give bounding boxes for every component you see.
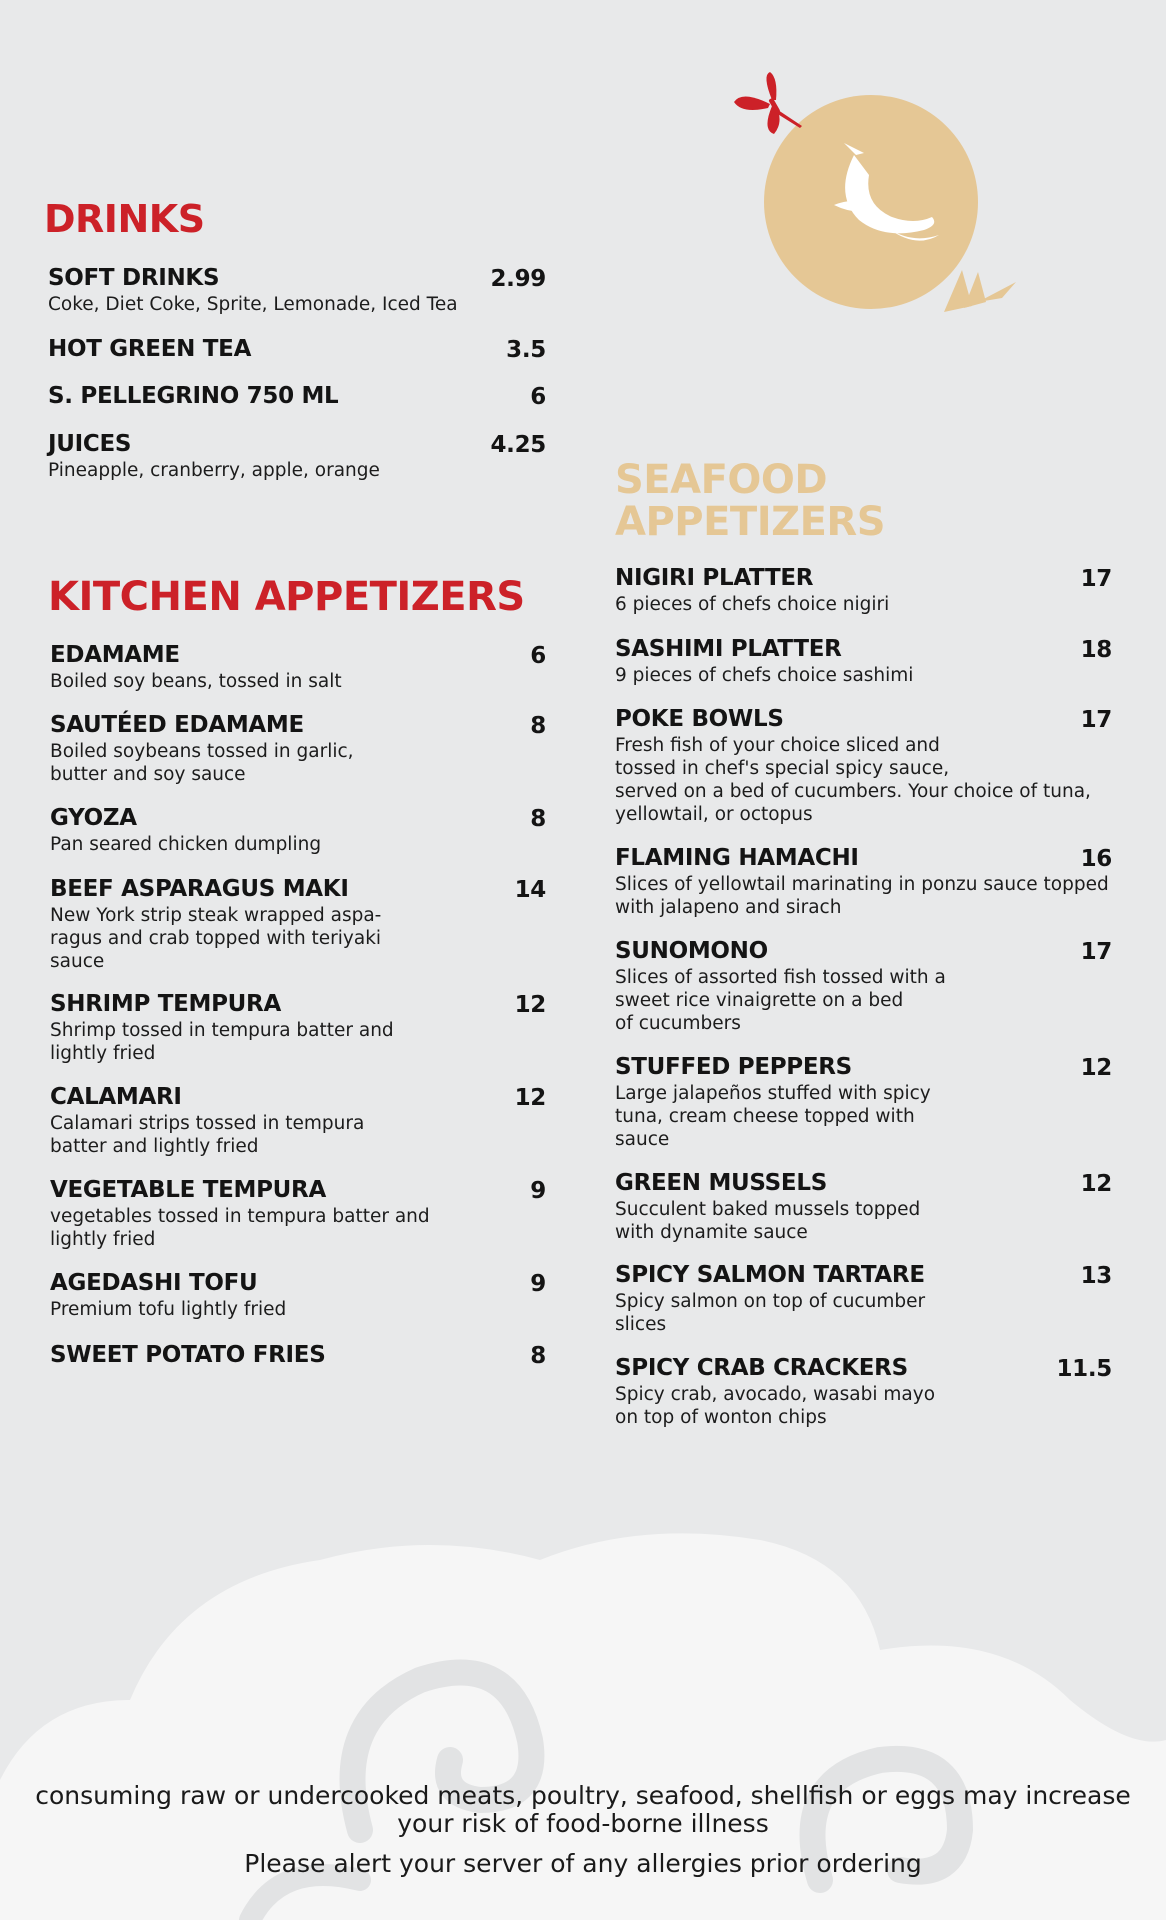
item-name: NIGIRI PLATTER xyxy=(615,565,814,591)
item-name: EDAMAME xyxy=(50,642,180,668)
item-description: Slices of yellowtail marinating in ponzu sauce topped with jalapeno and sirach xyxy=(615,874,1109,918)
kitchen-item-sauteed-edamame xyxy=(50,711,546,786)
item-name: FLAMING HAMACHI xyxy=(615,845,859,871)
item-description: Coke, Diet Coke, Sprite, Lemonade, Iced Tea xyxy=(48,294,458,315)
item-price: 4.25 xyxy=(490,432,546,458)
seafood-item-poke-bowls xyxy=(615,705,1112,826)
item-description: Spicy salmon on top of cucumber slices xyxy=(615,1291,926,1335)
raw-food-warning: consuming raw or undercooked meats, poultry, seafood, shellfish or eggs may increase your risk of food-borne illness xyxy=(35,1781,1131,1838)
item-name: CALAMARI xyxy=(50,1084,182,1110)
item-description: Succulent baked mussels topped with dynamite sauce xyxy=(615,1199,921,1243)
kitchen-item-shrimp-tempura xyxy=(50,990,546,1065)
seafood-title-line1: SEAFOOD xyxy=(615,457,828,503)
item-name: SPICY SALMON TARTARE xyxy=(615,1262,925,1288)
item-price: 3.5 xyxy=(506,337,546,363)
item-price: 9 xyxy=(530,1178,546,1204)
item-name: SUNOMONO xyxy=(615,938,768,964)
drink-item-hot-green-tea xyxy=(48,335,546,363)
kitchen-item-vegetable-tempura xyxy=(50,1176,546,1251)
item-name: AGEDASHI TOFU xyxy=(50,1270,258,1296)
item-name: SOFT DRINKS xyxy=(48,265,220,291)
butterfly-icon xyxy=(732,70,806,140)
origami-crane-icon xyxy=(942,262,1018,314)
item-description: Pan seared chicken dumpling xyxy=(50,834,322,855)
item-price: 12 xyxy=(1080,1171,1112,1197)
drink-item-s-pellegrino xyxy=(48,382,546,410)
item-price: 6 xyxy=(530,643,546,669)
seafood-item-sunomono xyxy=(615,937,1112,1035)
item-description: Fresh fish of your choice sliced and tossed in chef's special spicy sauce, served on a bed of cucumbers. Your choice of tuna, yellowtail, or octopus xyxy=(615,735,1091,825)
item-price: 11.5 xyxy=(1056,1356,1112,1382)
kitchen-item-calamari xyxy=(50,1083,546,1158)
kitchen-section-title: KITCHEN APPETIZERS xyxy=(48,574,525,620)
item-name: BEEF ASPARAGUS MAKI xyxy=(50,876,349,902)
seafood-item-flaming-hamachi xyxy=(615,844,1112,919)
item-name: SPICY CRAB CRACKERS xyxy=(615,1355,908,1381)
item-price: 12 xyxy=(514,992,546,1018)
kitchen-item-edamame xyxy=(50,641,546,693)
item-name: VEGETABLE TEMPURA xyxy=(50,1177,326,1203)
item-price: 12 xyxy=(1080,1055,1112,1081)
item-description: Spicy crab, avocado, wasabi mayo on top of wonton chips xyxy=(615,1384,936,1428)
item-price: 9 xyxy=(530,1271,546,1297)
seafood-section-title xyxy=(615,459,885,543)
seafood-item-spicy-crab-crackers xyxy=(615,1354,1112,1429)
item-price: 2.99 xyxy=(490,266,546,292)
kitchen-item-sweet-potato-fries xyxy=(50,1341,546,1369)
item-description: Boiled soybeans tossed in garlic, butter and soy sauce xyxy=(50,741,354,785)
item-description: New York strip steak wrapped aspa- ragus and crab topped with teriyaki sauce xyxy=(50,905,382,972)
kitchen-item-gyoza xyxy=(50,804,546,856)
allergy-notice: Please alert your server of any allergies prior ordering xyxy=(244,1849,922,1878)
item-description: 6 pieces of chefs choice nigiri xyxy=(615,594,890,615)
item-price: 13 xyxy=(1080,1263,1112,1289)
item-price: 18 xyxy=(1080,637,1112,663)
item-price: 14 xyxy=(514,877,546,903)
item-name: POKE BOWLS xyxy=(615,706,784,732)
item-description: Large jalapeños stuffed with spicy tuna, cream cheese topped with sauce xyxy=(615,1083,931,1150)
kitchen-item-agedashi-tofu xyxy=(50,1269,546,1321)
kitchen-item-beef-asparagus-maki xyxy=(50,875,546,973)
item-price: 16 xyxy=(1080,846,1112,872)
seafood-item-green-mussels xyxy=(615,1169,1112,1244)
item-name: SAUTÉED EDAMAME xyxy=(50,712,304,738)
item-description: Pineapple, cranberry, apple, orange xyxy=(48,460,380,481)
item-description: 9 pieces of chefs choice sashimi xyxy=(615,665,914,686)
drink-item-juices xyxy=(48,430,546,482)
item-name: SHRIMP TEMPURA xyxy=(50,991,281,1017)
item-name: STUFFED PEPPERS xyxy=(615,1054,852,1080)
item-price: 8 xyxy=(530,806,546,832)
drinks-section-title: DRINKS xyxy=(44,197,205,241)
item-description: vegetables tossed in tempura batter and lightly fried xyxy=(50,1206,430,1250)
item-description: Shrimp tossed in tempura batter and lightly fried xyxy=(50,1020,394,1064)
seafood-title-line2: APPETIZERS xyxy=(615,499,886,545)
drink-item-soft-drinks xyxy=(48,264,546,316)
item-description: Calamari strips tossed in tempura batter and lightly fried xyxy=(50,1113,365,1157)
item-price: 8 xyxy=(530,713,546,739)
item-name: HOT GREEN TEA xyxy=(48,336,252,362)
seafood-item-sashimi-platter xyxy=(615,635,1112,687)
item-description: Boiled soy beans, tossed in salt xyxy=(50,671,342,692)
item-name: JUICES xyxy=(48,431,132,457)
item-name: S. PELLEGRINO 750 ML xyxy=(48,383,339,409)
item-name: SWEET POTATO FRIES xyxy=(50,1342,326,1368)
item-price: 17 xyxy=(1080,566,1112,592)
item-name: GREEN MUSSELS xyxy=(615,1170,827,1196)
item-price: 17 xyxy=(1080,707,1112,733)
item-name: GYOZA xyxy=(50,805,137,831)
item-name: SASHIMI PLATTER xyxy=(615,636,842,662)
item-price: 12 xyxy=(514,1085,546,1111)
item-price: 8 xyxy=(530,1343,546,1369)
seafood-item-nigiri-platter xyxy=(615,564,1112,616)
item-price: 6 xyxy=(530,384,546,410)
item-price: 17 xyxy=(1080,939,1112,965)
seafood-item-stuffed-peppers xyxy=(615,1053,1112,1151)
item-description: Slices of assorted fish tossed with a sweet rice vinaigrette on a bed of cucumbers xyxy=(615,967,946,1034)
item-description: Premium tofu lightly fried xyxy=(50,1299,287,1320)
seafood-item-spicy-salmon-tartare xyxy=(615,1261,1112,1336)
